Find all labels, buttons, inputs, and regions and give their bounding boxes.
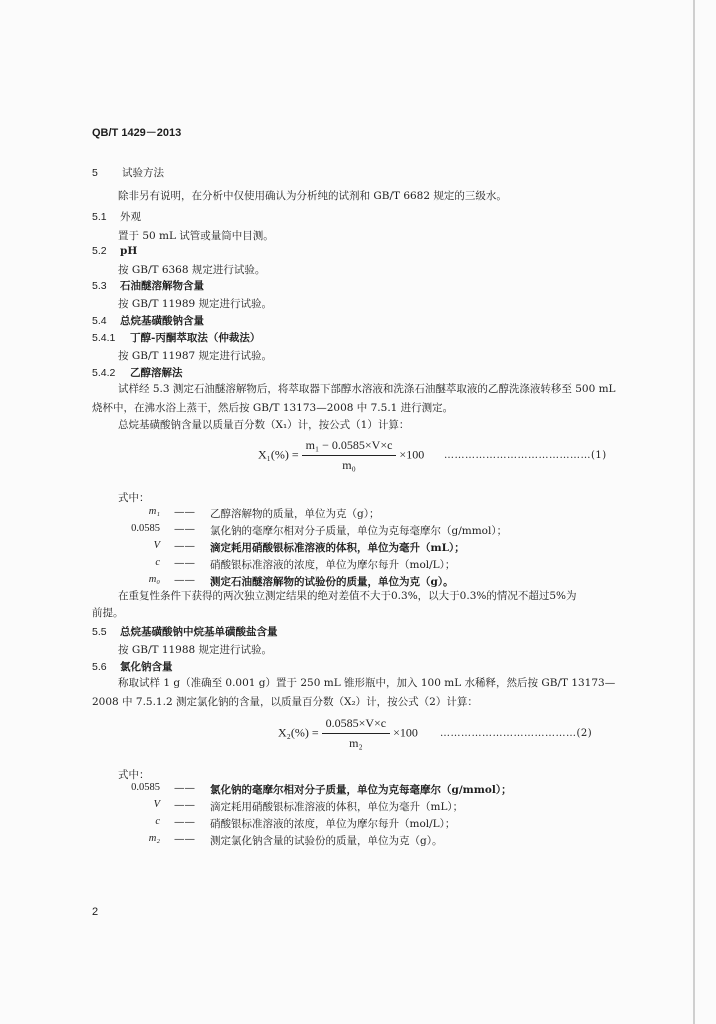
section-number: 5.6 — [92, 661, 107, 673]
dash: —— — [174, 557, 195, 569]
variable-description: 测定氯化钠含量的试验份的质量，单位为克（g）。 — [210, 835, 443, 847]
variable-symbol: m₁ — [148, 506, 160, 517]
variable-description: 硝酸银标准溶液的浓度，单位为摩尔每升（mol/L）； — [210, 559, 456, 571]
section-5-1-text: 置于 50 mL 试管或量筒中目测。 — [118, 230, 274, 242]
dash: —— — [174, 833, 195, 845]
variable-symbol: m₂ — [148, 833, 160, 844]
variable-row — [92, 782, 622, 796]
variable-symbol: V — [153, 799, 160, 810]
section-number: 5.4.2 — [92, 367, 116, 379]
variable-symbol: V — [153, 540, 160, 551]
section-number: 5.5 — [92, 626, 107, 638]
section-5-2-text: 按 GB/T 6368 规定进行试验。 — [118, 264, 266, 276]
section-number: 5.2 — [92, 245, 107, 257]
variable-row — [92, 506, 622, 520]
section-5-5-heading — [92, 625, 278, 639]
section-title: 试验方法 — [122, 167, 164, 179]
variable-description: 乙醇溶解物的质量，单位为克（g）； — [210, 508, 380, 520]
section-5-6-para: 称取试样 1 g（准确至 0.001 g）置于 250 mL 锥形瓶中，加入 100 mL 水稀释，然后按 GB/T 13173—2008 中 7.5.1.2 测定氯化钠的含量，以质量百分数（X₂）计，按公式（2）计算： — [92, 677, 616, 708]
section-title: 氯化钠含量 — [120, 661, 173, 673]
variable-row — [92, 574, 622, 588]
formula-1 — [258, 438, 424, 473]
section-5-4-1-text: 按 GB/T 11987 规定进行试验。 — [118, 350, 273, 362]
where-label: 式中： — [118, 492, 150, 504]
standard-header: QB/T 1429－2013 — [92, 127, 182, 139]
section-title: 总烷基磺酸钠含量 — [120, 315, 204, 327]
section-5-3-text: 按 GB/T 11989 规定进行试验。 — [118, 298, 273, 310]
variable-row — [92, 816, 622, 830]
section-5-3-heading — [92, 279, 204, 293]
formula-numerator: 0.0585×V×c — [322, 716, 391, 734]
variable-symbol: c — [155, 557, 160, 568]
repeatability-line-2: 前提。 — [92, 607, 124, 619]
variable-row — [92, 833, 622, 847]
dash: —— — [174, 523, 195, 535]
section-5-2-heading — [92, 244, 137, 258]
formula-lhs: X₁(%) = — [258, 447, 299, 462]
formula-fraction — [302, 438, 397, 473]
section-title: 外观 — [120, 211, 141, 223]
section-5-4-2-formula-intro: 总烷基磺酸钠含量以质量百分数（X₁）计，按公式（1）计算： — [118, 419, 410, 431]
formula-2 — [278, 716, 418, 751]
variable-row — [92, 557, 622, 571]
variable-description: 氯化钠的毫摩尔相对分子质量，单位为克每毫摩尔（g/mmol）； — [210, 784, 512, 796]
formula-denominator: m₀ — [342, 458, 356, 472]
formula-lhs: X₂(%) = — [278, 725, 319, 740]
formula-denominator: m₂ — [349, 736, 363, 750]
variable-symbol: m₀ — [148, 574, 160, 585]
section-5-1-heading — [92, 210, 141, 224]
variable-description: 硝酸银标准溶液的浓度，单位为摩尔每升（mol/L）； — [210, 818, 456, 830]
variable-row — [92, 523, 622, 537]
variable-symbol: c — [155, 816, 160, 827]
variable-description: 氯化钠的毫摩尔相对分子质量，单位为克每毫摩尔（g/mmol）； — [210, 525, 508, 537]
dash: —— — [174, 816, 195, 828]
page-number: 2 — [92, 906, 99, 918]
section-title: 石油醚溶解物含量 — [120, 280, 204, 292]
section-number: 5.4 — [92, 315, 107, 327]
variable-description: 测定石油醚溶解物的试验份的质量，单位为克（g）。 — [210, 576, 454, 588]
section-5-4-2-para: 试样经 5.3 测定石油醚溶解物后，将萃取器下部醇水溶液和洗涤石油醚萃取液的乙醇洗涤液转移至 500 mL 烧杯中，在沸水浴上蒸干，然后按 GB/T 13173—2008 中 7.5.1 进行测定。 — [92, 383, 616, 414]
section-number: 5.4.1 — [92, 332, 116, 344]
variable-row — [92, 540, 622, 554]
section-number: 5.1 — [92, 211, 107, 223]
section-title: pH — [120, 245, 138, 257]
dash: —— — [174, 782, 195, 794]
section-5-heading — [92, 166, 164, 180]
formula-2-tag: …………………………………(2) — [440, 728, 593, 739]
repeatability-line-1: 在重复性条件下获得的两次独立测定结果的绝对差值不大于0.3%，以大于0.3%的情况不超过5%为 — [118, 590, 577, 602]
variable-row — [92, 799, 622, 813]
section-number: 5 — [92, 167, 98, 179]
dash: —— — [174, 540, 195, 552]
dash: —— — [174, 574, 195, 586]
section-title: 乙醇溶解法 — [130, 367, 183, 379]
variable-symbol: 0.0585 — [131, 523, 160, 534]
dash: —— — [174, 506, 195, 518]
dash: —— — [174, 799, 195, 811]
section-5-6-heading — [92, 660, 173, 674]
section-5-4-heading — [92, 314, 204, 328]
section-number: 5.3 — [92, 280, 107, 292]
section-5-4-1-heading — [92, 331, 260, 345]
section-5-5-text: 按 GB/T 11988 规定进行试验。 — [118, 644, 273, 656]
formula-1-tag: ……………………………………(1) — [444, 450, 607, 461]
variable-description: 滴定耗用硝酸银标准溶液的体积，单位为毫升（mL）； — [210, 801, 464, 813]
section-title: 丁醇-丙酮萃取法（仲裁法） — [130, 332, 261, 344]
formula-fraction — [322, 716, 391, 751]
section-5-intro: 除非另有说明，在分析中仅使用确认为分析纯的试剂和 GB/T 6682 规定的三级水。 — [118, 190, 507, 202]
formula-rhs: ×100 — [393, 725, 418, 740]
variable-description: 滴定耗用硝酸银标准溶液的体积，单位为毫升（mL）； — [210, 542, 465, 554]
section-5-4-2-heading — [92, 366, 183, 380]
formula-rhs: ×100 — [399, 447, 425, 462]
section-title: 总烷基磺酸钠中烷基单磺酸盐含量 — [120, 626, 278, 638]
formula-numerator: m₁ − 0.0585×V×c — [302, 438, 397, 456]
where-label: 式中： — [118, 769, 150, 781]
page-edge-shadow — [693, 0, 695, 1024]
variable-symbol: 0.0585 — [131, 782, 160, 793]
